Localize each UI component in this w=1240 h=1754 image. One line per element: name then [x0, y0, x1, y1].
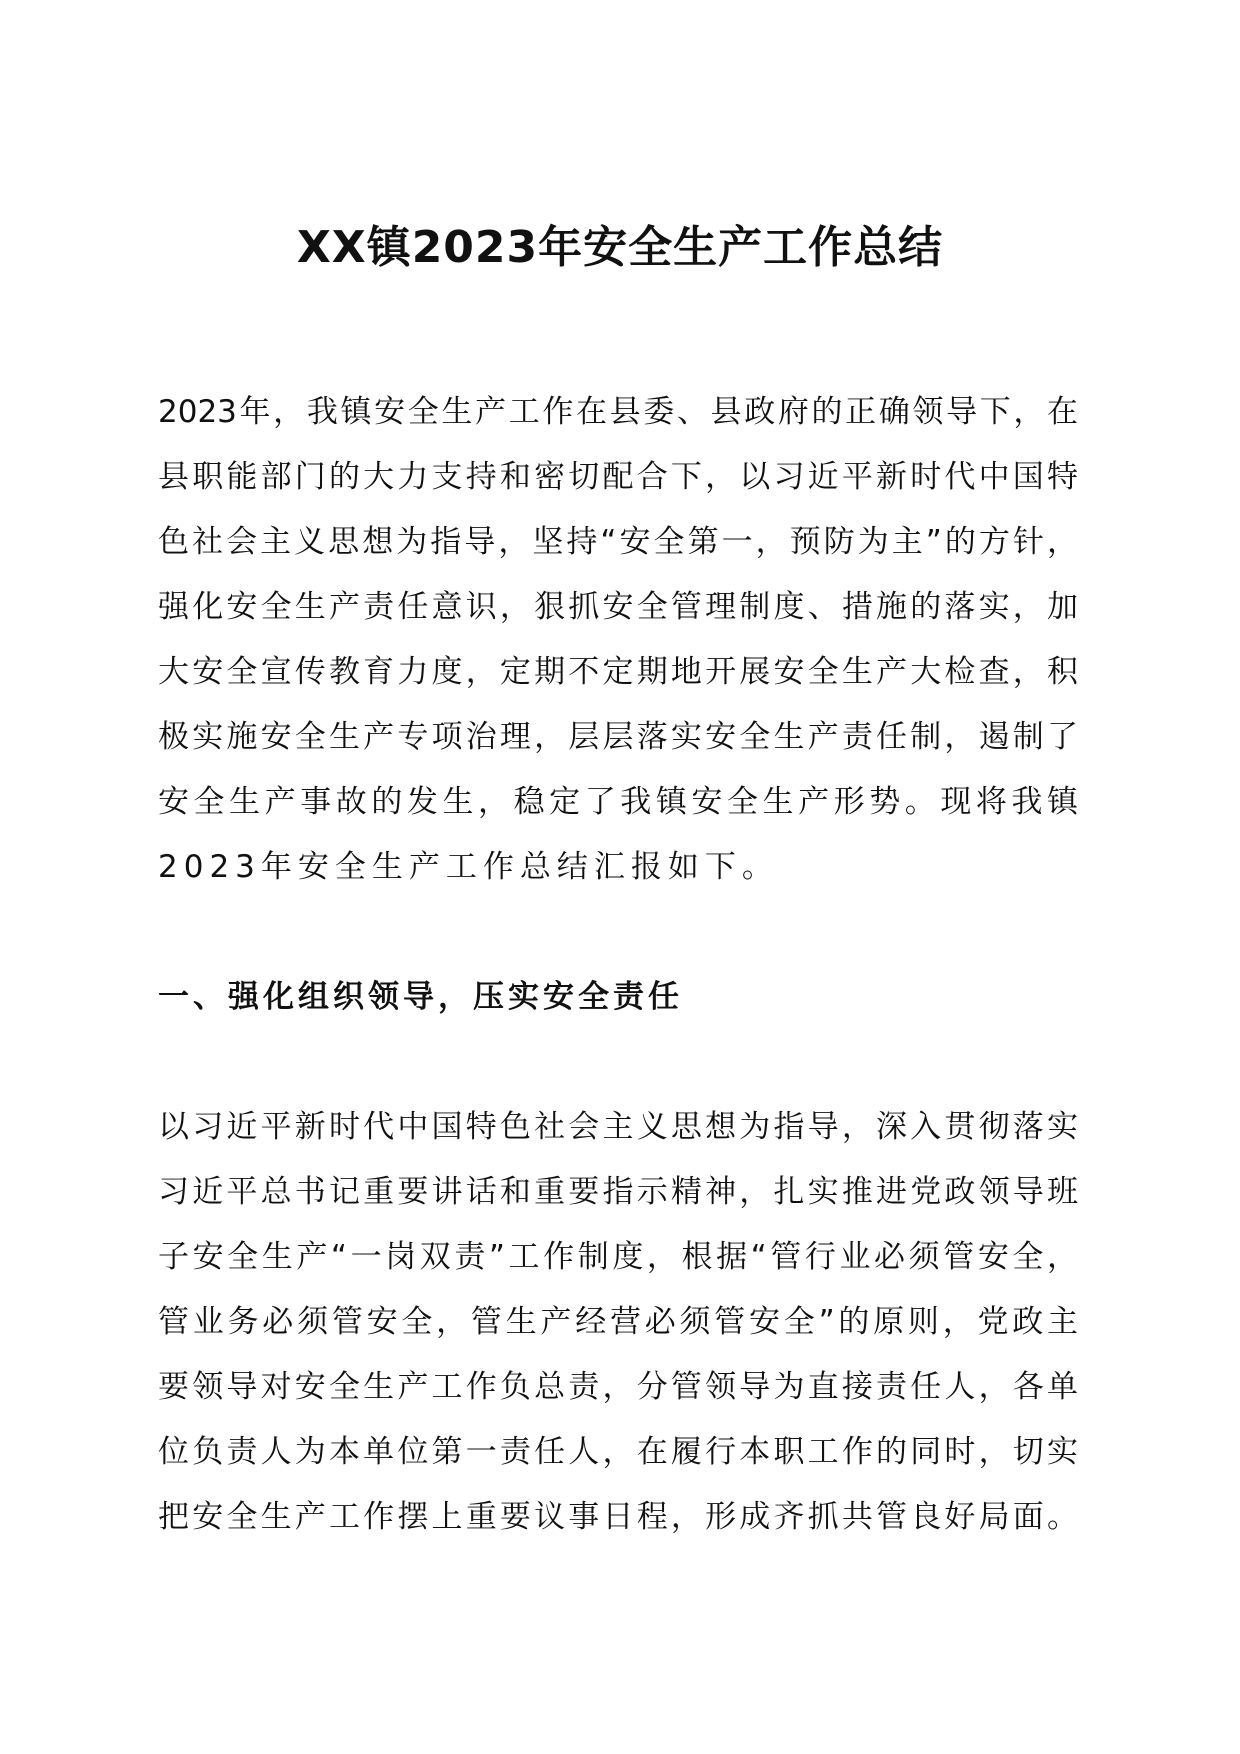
paragraph-1-line-3: 色社会主义思想为指导，坚持“安全第一，预防为主”的方针，	[158, 524, 1078, 560]
paragraph-2-line-3: 子安全生产“一岗双责”工作制度，根据“管行业必须管安全，	[158, 1239, 1078, 1275]
paragraph-2-line-4: 管业务必须管安全，管生产经营必须管安全”的原则，党政主	[158, 1304, 1078, 1340]
paragraph-2-line-1: 以习近平新时代中国特色社会主义思想为指导，深入贯彻落实	[158, 1109, 1078, 1145]
paragraph-1-line-7: 安全生产事故的发生，稳定了我镇安全生产形势。现将我镇	[158, 784, 1078, 820]
paragraph-1-line-2: 县职能部门的大力支持和密切配合下，以习近平新时代中国特	[158, 459, 1078, 495]
document-title: XX镇2023年安全生产工作总结	[296, 222, 944, 273]
paragraph-1-line-8: 2023年安全生产工作总结汇报如下。	[158, 849, 779, 885]
paragraph-2-line-6: 位负责人为本单位第一责任人，在履行本职工作的同时，切实	[158, 1434, 1078, 1470]
paragraph-2-line-2: 习近平总书记重要讲话和重要指示精神，扎实推进党政领导班	[158, 1174, 1078, 1210]
section-1-heading: 一、强化组织领导，压实安全责任	[158, 979, 683, 1015]
paragraph-1-line-1: 2023年，我镇安全生产工作在县委、县政府的正确领导下，在	[158, 394, 1078, 430]
paragraph-1-line-5: 大安全宣传教育力度，定期不定期地开展安全生产大检查，积	[158, 654, 1078, 690]
paragraph-1-line-4: 强化安全生产责任意识，狠抓安全管理制度、措施的落实，加	[158, 589, 1078, 625]
paragraph-1-line-6: 极实施安全生产专项治理，层层落实安全生产责任制，遏制了	[158, 719, 1078, 755]
paragraph-2-line-7: 把安全生产工作摆上重要议事日程，形成齐抓共管良好局面。	[158, 1499, 1078, 1535]
paragraph-2-line-5: 要领导对安全生产工作负总责，分管领导为直接责任人，各单	[158, 1369, 1078, 1405]
